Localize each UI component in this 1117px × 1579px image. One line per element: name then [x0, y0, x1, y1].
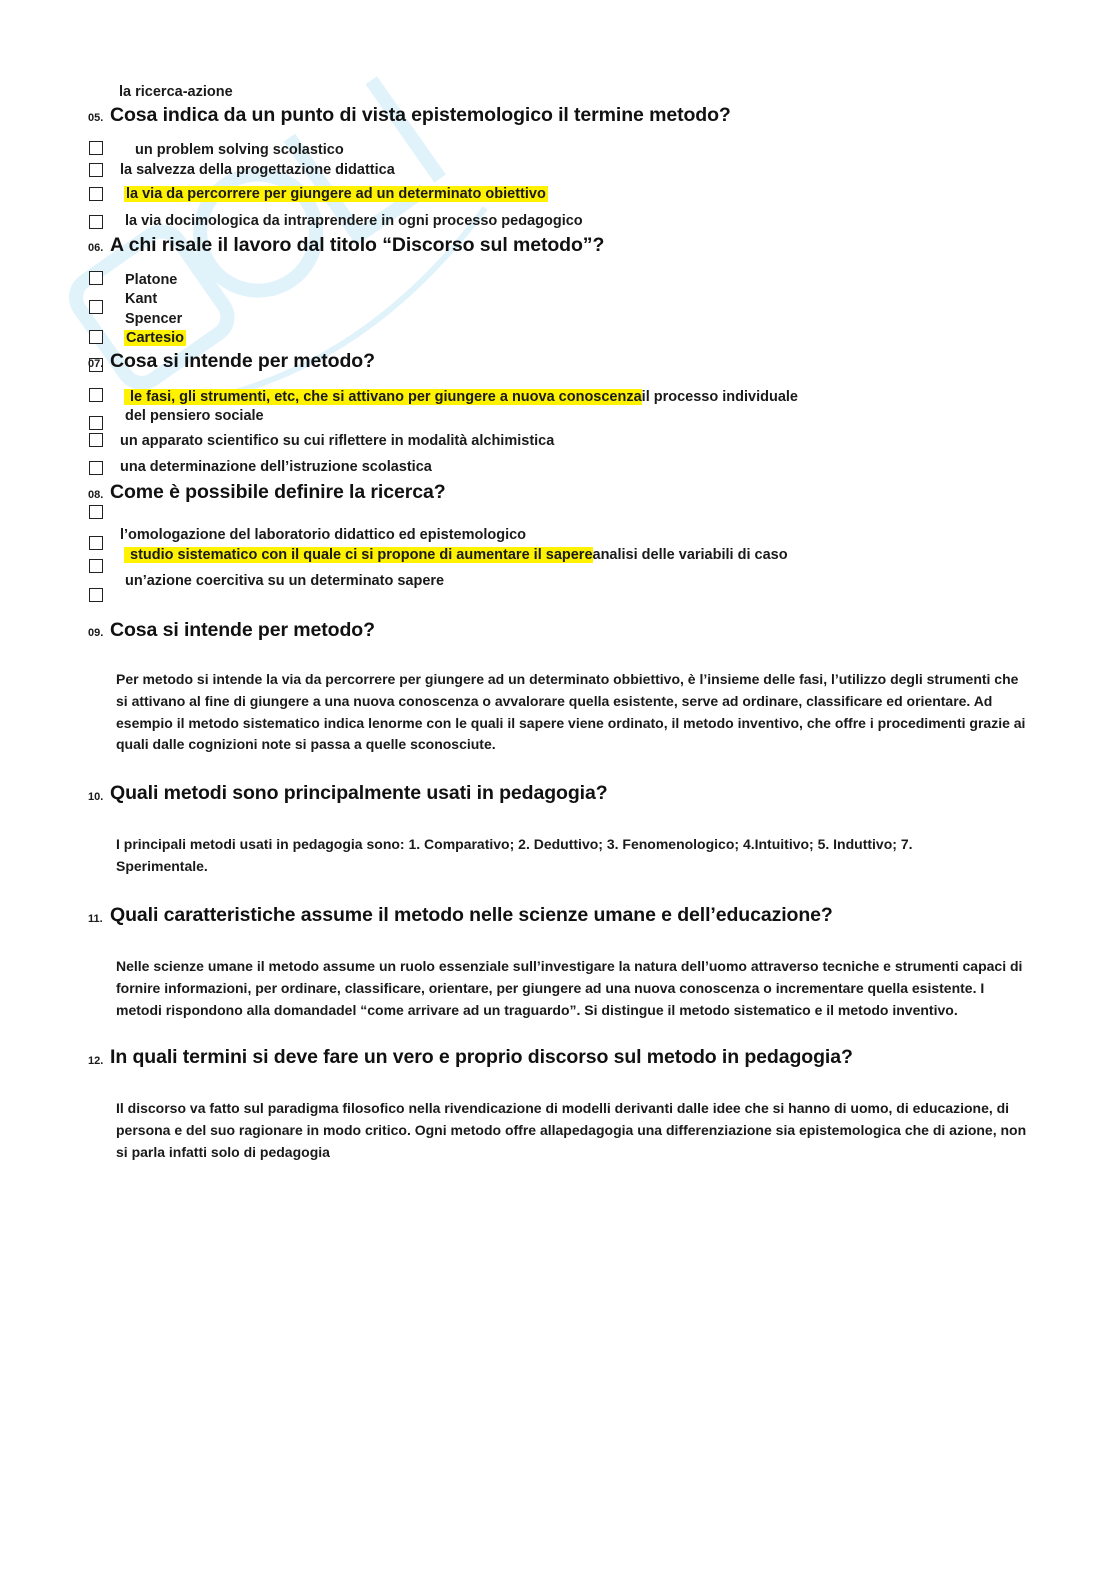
question-10-title: Quali metodi sono principalmente usati in pedagogia?: [110, 782, 608, 804]
question-07-title: Cosa si intende per metodo?: [110, 350, 375, 372]
q05-option-4-label: la via docimologica da intraprendere in ogni processo pedagogico: [125, 213, 583, 229]
q08-option-1-label: l’omologazione del laboratorio didattico ed epistemologico: [120, 527, 527, 543]
question-11-title: Quali caratteristiche assume il metodo nelle scienze umane e dell’educazione?: [110, 904, 833, 926]
q07-option-2-checkbox[interactable]: [89, 416, 103, 430]
q07-option-2-label: del pensiero sociale: [125, 408, 264, 424]
question-05-title: Cosa indica da un punto di vista epistemologico il termine metodo?: [110, 104, 731, 126]
question-10-number: 10.: [88, 791, 104, 803]
q10-answer: [116, 834, 1034, 878]
question-07-number: 07.: [88, 358, 104, 370]
q06-option-1-label: Platone: [125, 272, 178, 288]
question-11-number: 11.: [88, 913, 103, 925]
q07-option-3-checkbox[interactable]: [89, 433, 103, 447]
q05-option-2-checkbox[interactable]: [89, 163, 103, 177]
q12-answer-line: si parla infatti solo di pedagogia: [116, 1143, 330, 1160]
q06-option-3-label: Spencer: [125, 311, 183, 327]
question-09-title: Cosa si intende per metodo?: [110, 619, 375, 641]
question-05-number: 05.: [88, 112, 104, 124]
question-06-title: A chi risale il lavoro dal titolo “Discorso sul metodo”?: [110, 234, 605, 256]
q09-answer-line: si attivano al fine di giungere a una nuova conoscenza o avvalorare quella esistente, serve ad ordinare, classificare ed orientare. Ad: [116, 692, 993, 709]
q08-option-2-label: [124, 547, 788, 563]
question-12-title: In quali termini si deve fare un vero e proprio discorso sul metodo in pedagogia?: [110, 1046, 853, 1068]
q08-option-3-checkbox[interactable]: [89, 559, 103, 573]
q08-option-2-correct-text: studio sistematico con il quale ci si propone di aumentare il sapere: [124, 547, 593, 563]
q06-option-1-checkbox[interactable]: [89, 271, 103, 285]
q06-option-2-label: Kant: [125, 291, 158, 307]
q07-option-1-correct-text: le fasi, gli strumenti, etc, che si attivano per giungere a nuova conoscenza: [124, 389, 642, 405]
q05-option-3-checkbox[interactable]: [89, 187, 103, 201]
q08-option-3-label: un’azione coercitiva su un determinato sapere: [125, 573, 445, 589]
q05-option-1-label: un problem solving scolastico: [135, 142, 344, 158]
q07-option-4-checkbox[interactable]: [89, 461, 103, 475]
q12-answer-line: persona e del suo ragionare in modo critico. Ogni metodo offre allapedagogia una differenziazione sia epistemologica che di azione, non: [116, 1121, 1027, 1138]
previous-answer-line: la ricerca-azione: [119, 84, 233, 100]
q05-option-4-checkbox[interactable]: [89, 215, 103, 229]
q07-option-1-rest-text: il processo individuale: [641, 389, 798, 405]
question-08-number: 08.: [88, 489, 104, 501]
q06-option-3-checkbox[interactable]: [89, 330, 103, 344]
q10-answer-line: I principali metodi usati in pedagogia sono: 1. Comparativo; 2. Deduttivo; 3. Fenomenologico; 4.Intuitivo; 5. Induttivo; 7.: [116, 836, 913, 852]
q06-option-4-label-correct: Cartesio: [126, 330, 185, 346]
q05-option-2-label: la salvezza della progettazione didattica: [120, 162, 395, 178]
q08-option-4-checkbox[interactable]: [89, 588, 103, 602]
q07-option-4-label: una determinazione dell’istruzione scolastica: [120, 459, 432, 475]
q12-answer: [116, 1098, 1034, 1163]
q09-answer-line: Per metodo si intende la via da percorrere per giungere ad un determinato obbiettivo, è l’insieme delle fasi, l’utilizzo degli strumenti che: [116, 671, 1019, 687]
question-06-number: 06.: [88, 242, 104, 254]
q10-answer-line: Sperimentale.: [116, 857, 208, 874]
q09-answer: [116, 669, 1034, 756]
q09-answer-line: quali dalle cognizioni note si passa a quelle sconosciute.: [116, 736, 496, 753]
q11-answer-line: fornire informazioni, per ordinare, classificare, orientare, per giungere ad una nuova conoscenza o incrementare quella esistente. I: [116, 979, 985, 996]
question-09-number: 09.: [88, 627, 104, 639]
q05-option-3-label-correct: la via da percorrere per giungere ad un determinato obiettivo: [126, 186, 546, 202]
q08-option-1-checkbox[interactable]: [89, 505, 103, 519]
q08-option-2-checkbox[interactable]: [89, 536, 103, 550]
q12-answer-line: Il discorso va fatto sul paradigma filosofico nella rivendicazione di modelli derivanti dalle idee che si hanno di uomo, di educazione, di: [116, 1100, 1010, 1116]
question-12-number: 12.: [88, 1055, 104, 1067]
q11-answer-line: Nelle scienze umane il metodo assume un ruolo essenziale sull’investigare la natura dell’uomo attraverso tecniche e strumenti capaci di: [116, 958, 1023, 974]
q07-option-1-checkbox[interactable]: [89, 388, 103, 402]
q11-answer: [116, 956, 1034, 1021]
q07-option-3-label: un apparato scientifico su cui riflettere in modalità alchimistica: [120, 433, 555, 449]
q07-option-1-label: [124, 389, 798, 405]
q09-answer-line: esempio il metodo sistematico indica lenorme con le quali il sapere viene ordinato, il metodo inventivo, che offre i procedimenti grazie ai: [116, 714, 1026, 731]
q11-answer-line: metodi rispondono alla domandadel “come arrivare ad un traguardo”. Si distingue il metodo sistematico e il metodo inventivo.: [116, 1001, 958, 1018]
q05-option-1-checkbox[interactable]: [89, 141, 103, 155]
q08-option-2-rest-text: analisi delle variabili di caso: [592, 547, 788, 563]
question-08-title: Come è possibile definire la ricerca?: [110, 481, 446, 503]
q06-option-2-checkbox[interactable]: [89, 300, 103, 314]
